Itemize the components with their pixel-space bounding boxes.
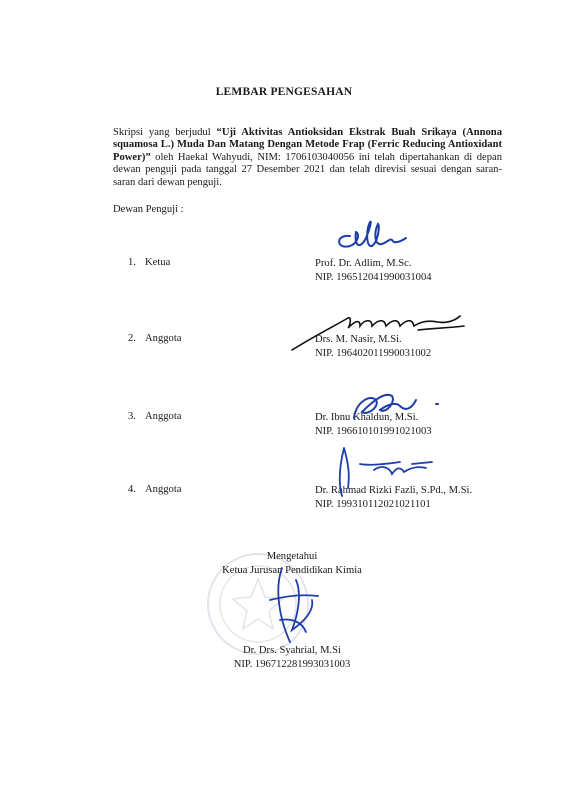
examiner-nip-2: NIP. 196402011990031002 xyxy=(315,348,432,359)
examiner-nip-4: NIP. 199310112021021101 xyxy=(315,499,431,510)
signature-examiner-3 xyxy=(346,388,446,428)
page-title: LEMBAR PENGESAHAN xyxy=(215,86,353,98)
examiner-name-4: Dr. Rahmad Rizki Fazli, S.Pd., M.Si. xyxy=(315,485,473,496)
approval-line-1: Mengetahui xyxy=(266,551,318,562)
examiner-role-4: 4. Anggota xyxy=(128,484,182,495)
examiner-name-1: Prof. Dr. Adlim, M.Sc. xyxy=(315,258,412,269)
intro-lead: Skripsi yang berjudul xyxy=(113,127,217,138)
examiner-signer-1 xyxy=(315,257,432,285)
signature-examiner-2 xyxy=(288,304,478,354)
examiner-nip-3: NIP. 196610101991021003 xyxy=(315,426,432,437)
approval-nip: NIP. 196712281993031003 xyxy=(233,659,351,670)
examiner-nip-1: NIP. 196512041990031004 xyxy=(315,272,432,283)
signature-approval xyxy=(262,560,342,650)
signature-examiner-1 xyxy=(330,216,410,256)
intro-paragraph xyxy=(113,127,502,189)
approval-line-2: Ketua Jurusan Pendidikan Kimia xyxy=(222,565,362,576)
examiner-name-2: Drs. M. Nasir, M.Si. xyxy=(315,334,402,345)
thesis-title: “Uji Aktivitas Antioksidan Ekstrak Buah Srikaya (Annona squamosa L.) Muda Dan Matang Dengan Metode Frap (Ferric Reducing Antioxidant Power)” xyxy=(113,127,502,163)
examiner-role-3: 3. Anggota xyxy=(128,411,182,422)
examiner-name-3: Dr. Ibnu Khaldun, M.Si. xyxy=(315,412,419,423)
examiners-label: Dewan Penguji : xyxy=(113,204,184,215)
examiner-role-1: 1. Ketua xyxy=(128,257,171,268)
intro-rest: oleh Haekal Wahyudi, NIM: 1706103040056 ini telah dipertahankan di depan dewan penguji pada tanggal 27 Desember 2021 dan telah direvisi sesuai dengan saran-saran dari dewan penguji. xyxy=(113,151,502,188)
approval-name: Dr. Drs. Syahrial, M.Si xyxy=(243,645,341,656)
signature-examiner-4 xyxy=(330,444,440,504)
examiner-role-2: 2. Anggota xyxy=(128,333,182,344)
